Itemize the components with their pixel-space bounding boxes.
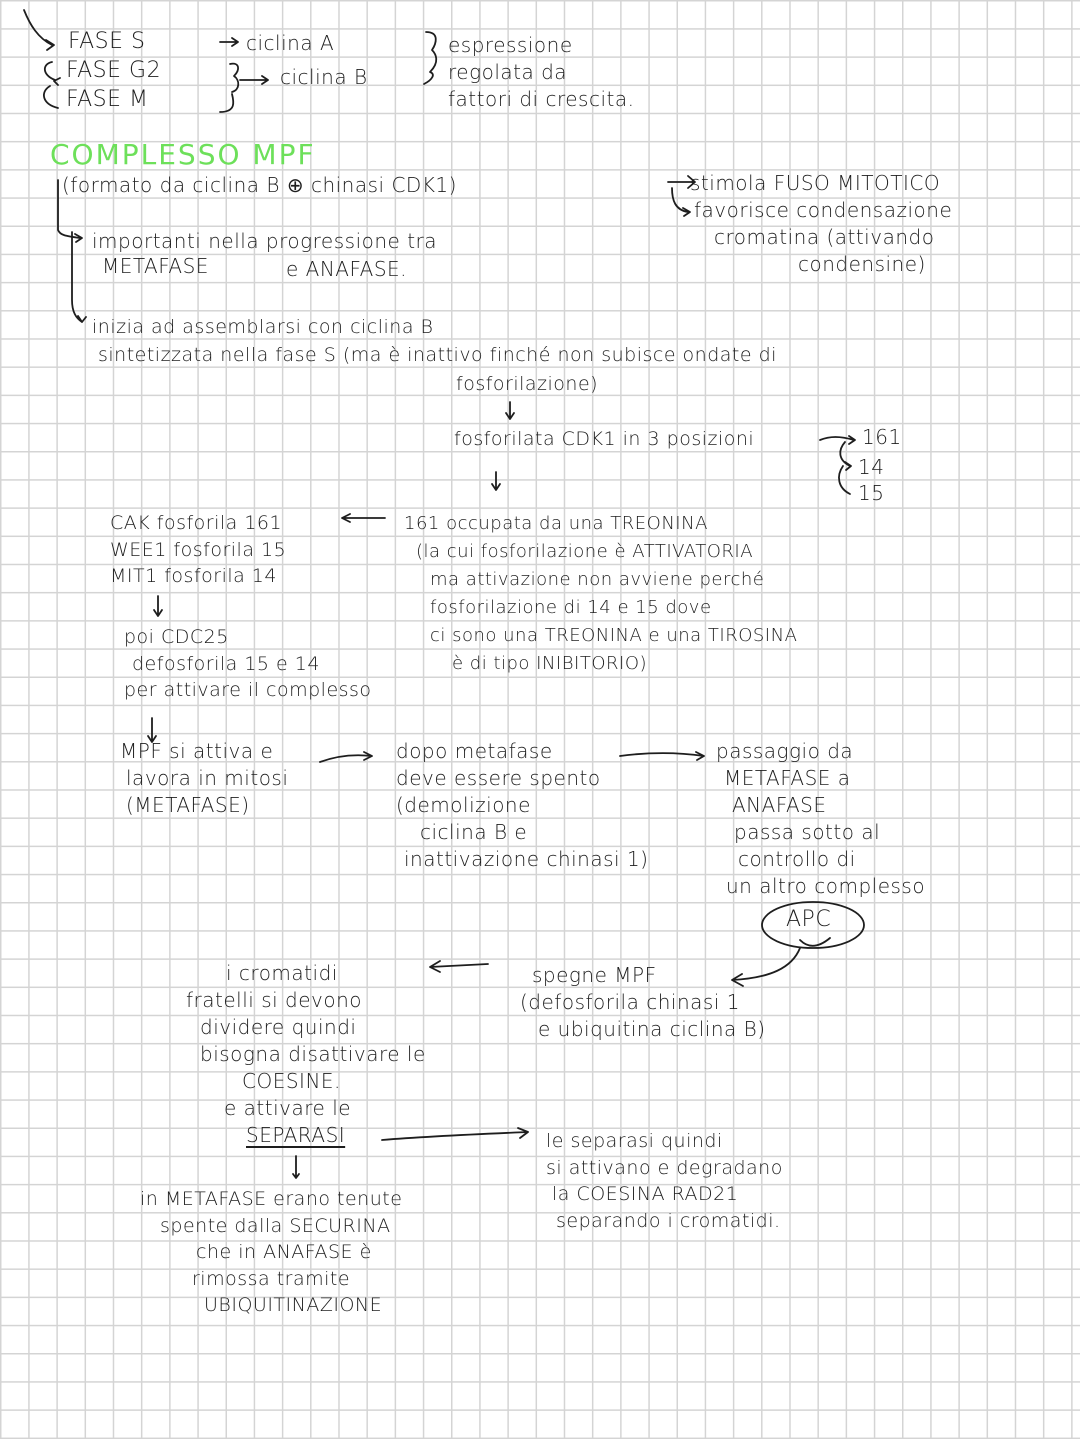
effect-line: favorisce condensazione	[694, 198, 953, 222]
kinase-line: MIT1 fosforila 14	[110, 565, 277, 587]
arrow-down-icon	[293, 1156, 299, 1178]
arrow-icon	[820, 436, 855, 444]
after-metaphase-line: deve essere spento	[396, 766, 601, 790]
chromatids-line: dividere quindi	[200, 1015, 357, 1039]
arrow-icon	[240, 76, 268, 84]
arrow-left-icon	[342, 514, 385, 522]
mpf-active-block	[120, 738, 288, 819]
assembly-line-2: sintetizzata nella fase S (ma è inattivo finché non subisce ondate di	[98, 344, 777, 366]
bracket-icon	[44, 86, 58, 108]
transition-line: ANAFASE	[732, 793, 827, 817]
securin-line: spente dalla SECURINA	[160, 1214, 391, 1237]
cdc25-line: defosforila 15 e 14	[132, 652, 320, 675]
separase-block	[546, 1128, 783, 1234]
section-title: COMPLESSO MPF	[50, 138, 316, 171]
chromatids-line: bisogna disattivare le	[200, 1042, 426, 1066]
transition-line: controllo di	[738, 847, 856, 871]
note-line: fattori di crescita.	[448, 87, 635, 111]
position-14: 14	[858, 455, 885, 479]
chromatids-line: fratelli si devono	[186, 988, 363, 1012]
bracket-line	[72, 232, 86, 322]
threonine-line: ci sono una TREONINA e una TIROSINA	[430, 625, 798, 646]
securin-line: UBIQUITINAZIONE	[204, 1294, 383, 1316]
transition-line: un altro complesso	[726, 874, 926, 898]
transition-block	[716, 738, 925, 900]
transition-line: METAFASE a	[724, 766, 851, 790]
phase-g2-label: FASE G2	[66, 58, 162, 83]
chromatids-line: i cromatidi	[226, 961, 338, 985]
after-metaphase-line: ciclina B e	[420, 820, 528, 844]
separase-keyword: SEPARASI	[246, 1123, 346, 1147]
expression-note	[448, 32, 634, 113]
bracket-icon	[45, 62, 60, 85]
position-15: 15	[858, 481, 885, 505]
arrow-icon	[220, 38, 238, 46]
brace-icon	[220, 94, 233, 112]
cdc25-block	[124, 624, 372, 704]
separase-line: la COESINA RAD21	[552, 1183, 739, 1205]
chromatids-line: COESINE.	[242, 1069, 341, 1093]
apc-action-line: (defosforila chinasi 1	[520, 990, 740, 1014]
effect-line: condensine)	[798, 252, 926, 276]
securin-line: che in ANAFASE è	[196, 1241, 372, 1263]
separase-line: separando i cromatidi.	[556, 1209, 781, 1232]
securin-line: rimossa tramite	[192, 1267, 351, 1290]
mpf-active-line: MPF si attiva e	[120, 739, 274, 763]
mpf-active-line: (METAFASE)	[126, 793, 250, 817]
after-metaphase-line: dopo metafase	[396, 739, 553, 763]
brace-icon	[230, 64, 238, 92]
effect-line: cromatina (attivando	[714, 225, 935, 249]
brace-icon	[424, 32, 436, 84]
separase-line: si attivano e degradano	[546, 1156, 783, 1179]
separase-line: le separasi quindi	[546, 1130, 723, 1152]
note-line: regolata da	[448, 60, 568, 84]
kinase-line: WEE1 fosforila 15	[110, 538, 287, 561]
after-metaphase-block	[396, 738, 648, 873]
position-161: 161	[862, 425, 902, 449]
threonine-line: fosforilazione di 14 e 15 dove	[430, 597, 712, 618]
threonine-block	[404, 510, 797, 678]
phase-s-label: FASE S	[68, 29, 146, 54]
apc-smile	[800, 938, 830, 946]
apc-action-block	[520, 962, 766, 1043]
importance-anaphase: e ANAFASE.	[286, 257, 408, 281]
mpf-effects	[690, 170, 952, 278]
effect-line: stimola FUSO MITOTICO	[690, 171, 941, 195]
importance-metaphase: METAFASE	[102, 254, 209, 278]
threonine-line: (la cui fosforilazione è ATTIVATORIA	[416, 541, 754, 562]
phase-m-label: FASE M	[66, 87, 149, 112]
cyclin-b-label: ciclina B	[280, 65, 368, 89]
arrow-icon	[839, 466, 850, 494]
cdc25-line: per attivare il complesso	[124, 679, 372, 701]
arrow-down-icon	[506, 402, 514, 419]
arrow-down-icon	[154, 596, 162, 616]
kinase-line: CAK fosforila 161	[110, 512, 283, 534]
assembly-line-3: fosforilazione)	[456, 373, 599, 395]
chromatids-line: e attivare le	[224, 1096, 352, 1120]
phosphorylation-text: fosforilata CDK1 in 3 posizioni	[454, 428, 755, 450]
after-metaphase-line: (demolizione	[396, 793, 531, 817]
arrow-icon	[672, 188, 690, 216]
arrow-icon	[320, 752, 372, 762]
cdc25-line: poi CDC25	[124, 626, 229, 648]
apc-label: APC	[786, 907, 832, 932]
transition-line: passa sotto al	[734, 820, 881, 844]
threonine-line: 161 occupata da una TREONINA	[404, 513, 708, 534]
mpf-formation: (formato da ciclina B ⊕ chinasi CDK1)	[62, 173, 457, 197]
securin-line: in METAFASE erano tenute	[140, 1188, 403, 1210]
arrow-down-icon	[492, 472, 500, 490]
arrow-icon	[24, 10, 54, 50]
apc-action-line: e ubiquitina ciclina B)	[538, 1017, 766, 1041]
assembly-line-1: inizia ad assemblarsi con ciclina B	[92, 316, 434, 338]
securin-block	[140, 1186, 402, 1319]
mpf-active-line: lavora in mitosi	[126, 766, 289, 790]
kinases-block	[110, 510, 286, 590]
arrow-icon	[840, 442, 851, 470]
transition-line: passaggio da	[716, 739, 854, 763]
chromatids-block	[180, 960, 440, 1149]
threonine-line: è di tipo INIBITORIO)	[452, 653, 648, 674]
note-line: espressione	[448, 33, 573, 57]
importance-line-1: importanti nella progressione tra	[92, 229, 438, 253]
cyclin-a-label: ciclina A	[246, 31, 335, 55]
after-metaphase-line: inattivazione chinasi 1)	[404, 847, 649, 871]
threonine-line: ma attivazione non avviene perché	[430, 569, 765, 590]
apc-action-line: spegne MPF	[532, 963, 657, 987]
